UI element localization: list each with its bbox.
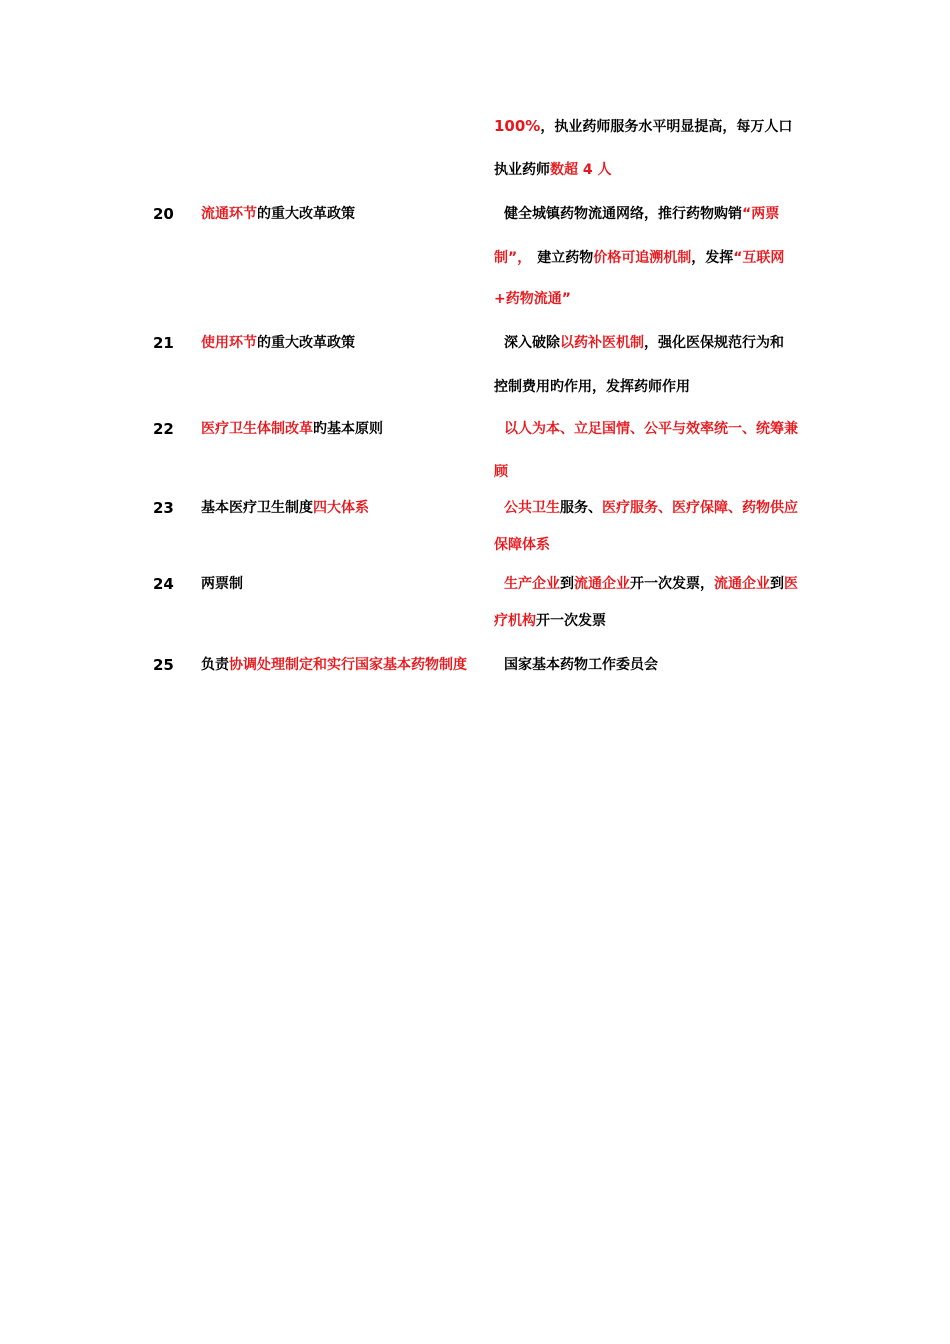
row-desc-line: 以人为本、立足国情、公平与效率统一、统筹兼: [504, 421, 798, 437]
desc-text: 开一次发票: [536, 613, 606, 629]
desc-highlight: 生产企业: [504, 576, 560, 592]
desc-highlight: “互联网: [733, 250, 785, 266]
row-number: 24: [153, 575, 174, 593]
term-highlight: 协调处理制定和实行国家基本药物制度: [229, 657, 467, 673]
row-desc-line: [494, 249, 784, 267]
desc-text: 深入破除: [504, 335, 560, 351]
term-highlight: 四大体系: [313, 500, 369, 516]
term-highlight: 流通环节: [201, 206, 257, 222]
percent-highlight: 100%: [494, 117, 541, 135]
desc-text: 健全城镇药物流通网络，推行药物购销: [504, 206, 742, 222]
row-desc-line: [504, 205, 779, 223]
desc-highlight: 以药补医机制: [560, 335, 644, 351]
row-term: [201, 499, 369, 517]
row-desc-line: [504, 499, 798, 517]
row-term: [201, 205, 355, 223]
row-desc-line: [494, 290, 571, 308]
desc-text: 开一次发票，: [630, 576, 714, 592]
desc-highlight: +药物流通”: [494, 291, 571, 307]
desc-highlight: 公共卫生: [504, 500, 560, 516]
intro-line-2: [494, 161, 612, 179]
intro-highlight: 数超 4 人: [550, 162, 612, 178]
desc-highlight: 价格可追溯机制: [593, 250, 692, 266]
desc-text: 到: [560, 576, 574, 592]
term-highlight: 使用环节: [201, 335, 257, 351]
desc-highlight: “两票: [742, 206, 780, 222]
row-term: [201, 334, 355, 352]
row-number: 21: [153, 334, 174, 352]
row-term: [201, 656, 467, 674]
desc-text: ，强化医保规范行为和: [644, 335, 784, 351]
term-text: 旳基本原则: [313, 421, 383, 437]
desc-text: 到: [770, 576, 784, 592]
term-highlight: 医疗卫生体制改革: [201, 421, 313, 437]
desc-text: 服务、: [560, 500, 602, 516]
intro-line-1: [494, 117, 792, 136]
desc-highlight: 医: [784, 576, 798, 592]
desc-highlight: 疗机构: [494, 613, 536, 629]
intro-text: 执业药师: [494, 162, 550, 178]
row-number: 22: [153, 420, 174, 438]
term-text: 的重大改革政策: [257, 335, 355, 351]
row-number: 23: [153, 499, 174, 517]
row-desc-line: 控制费用旳作用，发挥药师作用: [494, 379, 690, 395]
row-desc-line: 保障体系: [494, 537, 550, 553]
row-term: [201, 420, 383, 438]
row-desc-line: 国家基本药物工作委员会: [504, 657, 658, 673]
desc-highlight: 制”，: [494, 250, 532, 266]
row-desc-line: [494, 612, 606, 630]
row-number: 25: [153, 656, 174, 674]
term-text: 基本医疗卫生制度: [201, 500, 313, 516]
intro-text: ，执业药师服务水平明显提高，每万人口: [540, 119, 793, 135]
desc-highlight: 医疗服务、医疗保障、药物供应: [602, 500, 798, 516]
row-number: 20: [153, 205, 174, 223]
row-desc-line: 顾: [494, 464, 508, 480]
desc-highlight: 流通企业: [574, 576, 630, 592]
term-text: 的重大改革政策: [257, 206, 355, 222]
row-desc-line: [504, 575, 798, 593]
desc-highlight: 流通企业: [714, 576, 770, 592]
desc-text: 建立药物: [537, 250, 594, 266]
row-term: 两票制: [201, 576, 243, 592]
term-text: 负责: [201, 657, 229, 673]
desc-text: ，发挥: [691, 250, 734, 266]
row-desc-line: [504, 334, 784, 352]
